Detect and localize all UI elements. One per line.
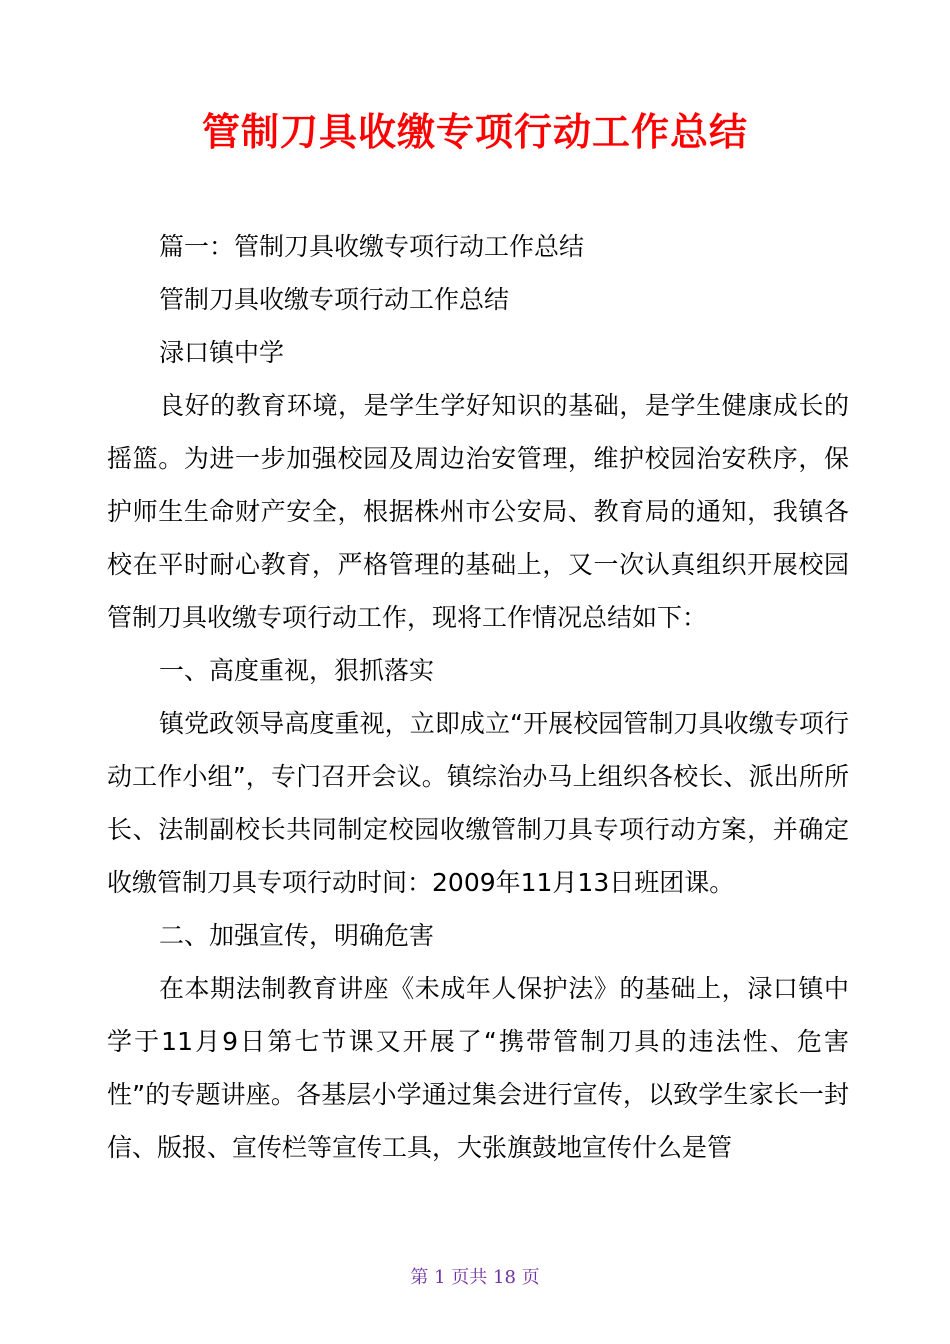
section-heading: 一、高度重视，狠抓落实: [159, 656, 435, 685]
page-footer: 第 1 页共 18 页: [410, 1267, 540, 1288]
body-paragraph: 镇党政领导高度重视，立即成立“开展校园管制刀具收缴专项行动工作小组”，专门召开会议。镇综治办马上组织各校长、派出所所长、法制副校长共同制定校园收缴管制刀具专项行动方案，并确定收缴管制刀具专项行动时间：2009年11月13日班团课。: [107, 709, 849, 897]
section-heading: 篇一：管制刀具收缴专项行动工作总结: [159, 232, 585, 261]
body-paragraph: 良好的教育环境，是学生学好知识的基础，是学生健康成长的摇篮。为进一步加强校园及周边治安管理，维护校园治安秩序，保护师生生命财产安全，根据株州市公安局、教育局的通知，我镇各校在平时耐心教育，严格管理的基础上，又一次认真组织开展校园管制刀具收缴专项行动工作，现将工作情况总结如下：: [107, 391, 849, 632]
section-heading: 二、加强宣传，明确危害: [159, 921, 435, 950]
document-title: 管制刀具收缴专项行动工作总结: [201, 110, 748, 154]
subtitle: 管制刀具收缴专项行动工作总结: [159, 285, 510, 314]
document-body: [107, 220, 849, 1174]
author-line: 渌口镇中学: [159, 338, 285, 367]
body-paragraph: 在本期法制教育讲座《未成年人保护法》的基础上，渌口镇中学于11月9日第七节课又开展了“携带管制刀具的违法性、危害性”的专题讲座。各基层小学通过集会进行宣传，以致学生家长一封信、版报、宣传栏等宣传工具，大张旗鼓地宣传什么是管: [107, 974, 849, 1162]
